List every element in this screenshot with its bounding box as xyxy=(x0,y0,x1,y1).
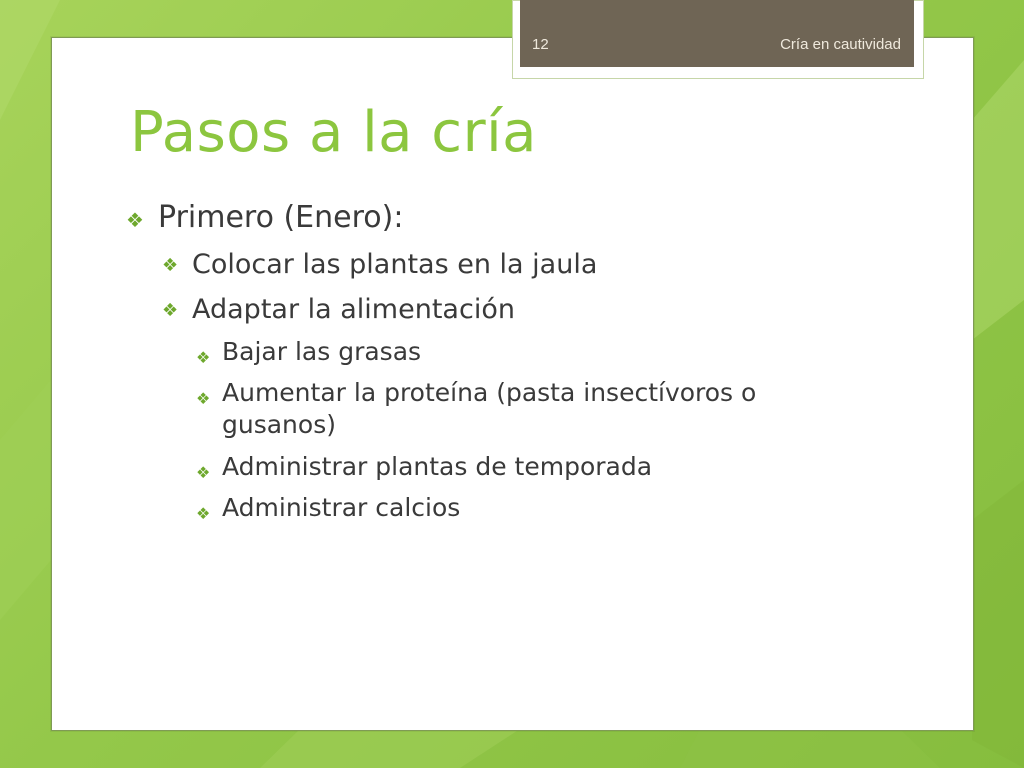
bullet-text: Aumentar la proteína (pasta insectívoros o gusanos) xyxy=(222,378,757,439)
bullet-text: Primero (Enero): xyxy=(158,200,404,235)
bullet-text: Administrar plantas de temporada xyxy=(222,452,653,481)
bullet-text: Colocar las plantas en la jaula xyxy=(192,249,598,280)
bullet-level-2 xyxy=(162,294,515,325)
bullet-level-1 xyxy=(126,200,404,235)
diamond-bullet-icon: ❖ xyxy=(126,208,144,232)
header-bar xyxy=(520,0,914,67)
bullet-text: Administrar calcios xyxy=(222,493,461,522)
diamond-bullet-icon: ❖ xyxy=(196,348,211,367)
diamond-bullet-icon: ❖ xyxy=(162,255,179,276)
bullet-level-2 xyxy=(162,249,598,280)
slide-number: 12 xyxy=(532,36,549,53)
bullet-text: Bajar las grasas xyxy=(222,337,422,366)
slide-title: Pasos a la cría xyxy=(130,100,537,165)
bullet-level-3 xyxy=(196,336,842,368)
bullet-level-3 xyxy=(196,492,842,524)
diamond-bullet-icon: ❖ xyxy=(196,463,211,482)
diamond-bullet-icon: ❖ xyxy=(196,389,211,408)
bullet-level-3 xyxy=(196,451,842,483)
bullet-level-3 xyxy=(196,377,842,441)
bullet-text: Adaptar la alimentación xyxy=(192,294,515,325)
diamond-bullet-icon: ❖ xyxy=(162,300,179,321)
header-title: Cría en cautividad xyxy=(780,36,901,53)
diamond-bullet-icon: ❖ xyxy=(196,504,211,523)
